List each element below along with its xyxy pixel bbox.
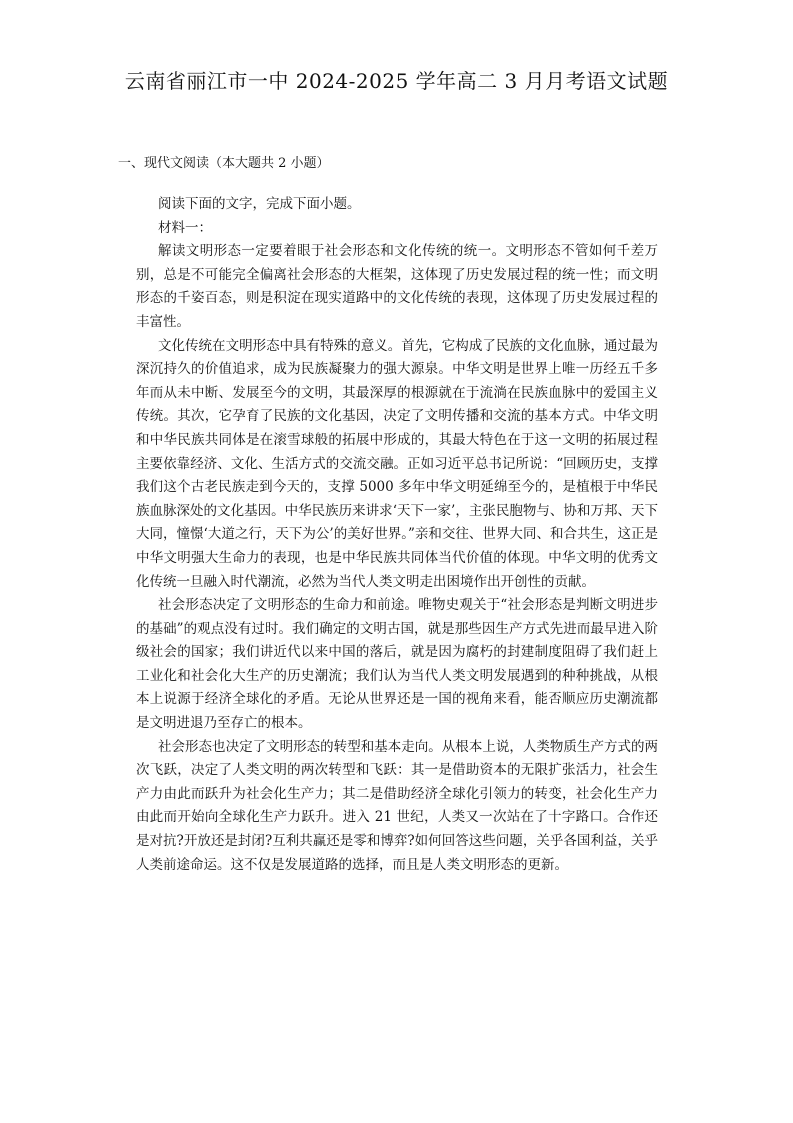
section-heading: 一、现代文阅读（本大题共 2 小题）: [118, 156, 330, 171]
passage-body: [136, 193, 658, 877]
paragraph: 社会形态也决定了文明形态的转型和基本走向。从根本上说，人类物质生产方式的两次飞跃，决定了人类文明的两次转型和飞跃：其一是借助资本的无限扩张活力，社会生产力由此而跃升为社会化生产力；其二是借助经济全球化引领力的转变，社会化生产力由此而开始向全球化生产力跃升。进入 21 世纪，人类又一次站在了十字路口。合作还是对抗?开放还是封闭?互利共赢还是零和博弈?如何回答这些问题，关乎各国利益，关乎人类前途命运。这不仅是发展道路的选择，而且是人类文明形态的更新。: [136, 738, 658, 873]
paragraph: 社会形态决定了文明形态的生命力和前途。唯物史观关于“社会形态是判断文明进步的基础”的观点没有过时。我们确定的文明古国，就是那些因生产方式先进而最早进入阶级社会的国家；我们讲近代以来中国的落后，就是因为腐朽的封建制度阻碍了我们赶上工业化和社会化大生产的历史潮流；我们认为当代人类文明发展遇到的种种挑战，从根本上说源于经济全球化的矛盾。无论从世界还是一国的视角来看，能否顺应历史潮流都是文明进退乃至存亡的根本。: [136, 597, 658, 732]
material-label: 材料一：: [158, 219, 212, 236]
paragraph: 文化传统在文明形态中具有特殊的意义。首先，它构成了民族的文化血脉，通过最为深沉持久的价值追求，成为民族凝聚力的强大源泉。中华文明是世界上唯一历经五千多年而从未中断、发展至今的文明，其最深厚的根源就在于流淌在民族血脉中的爱国主义传统。其次，它孕育了民族的文化基因，决定了文明传播和交流的基本方式。中华文明和中华民族共同体是在滚雪球般的拓展中形成的，其最大特色在于这一文明的拓展过程主要依靠经济、文化、生活方式的交流交融。正如习近平总书记所说：“回顾历史，支撑我们这个古老民族走到今天的，支撑 5000 多年中华文明延绵至今的，是植根于中华民族血脉深处的文化基因。中华民族历来讲求‘天下一家’，主张民胞物与、协和万邦、天下大同，憧憬‘大道之行，天下为公’的美好世界。”亲和交往、世界大同、和合共生，这正是中华文明强大生命力的表现，也是中华民族共同体当代价值的体现。中华文明的优秀文化传统一旦融入时代潮流，必然为当代人类文明走出困境作出开创性的贡献。: [136, 337, 658, 590]
document-title: 云南省丽江市一中 2024-2025 学年高二 3 月月考语文试题: [124, 69, 669, 93]
instruction-text: 阅读下面的文字，完成下面小题。: [158, 196, 361, 212]
paragraph: 解读文明形态一定要着眼于社会形态和文化传统的统一。文明形态不管如何千差万别，总是不可能完全偏离社会形态的大框架，这体现了历史发展过程的统一性；而文明形态的千姿百态，则是积淀在现实道路中的文化传统的表现，这体现了历史发展过程的丰富性。: [136, 243, 658, 330]
